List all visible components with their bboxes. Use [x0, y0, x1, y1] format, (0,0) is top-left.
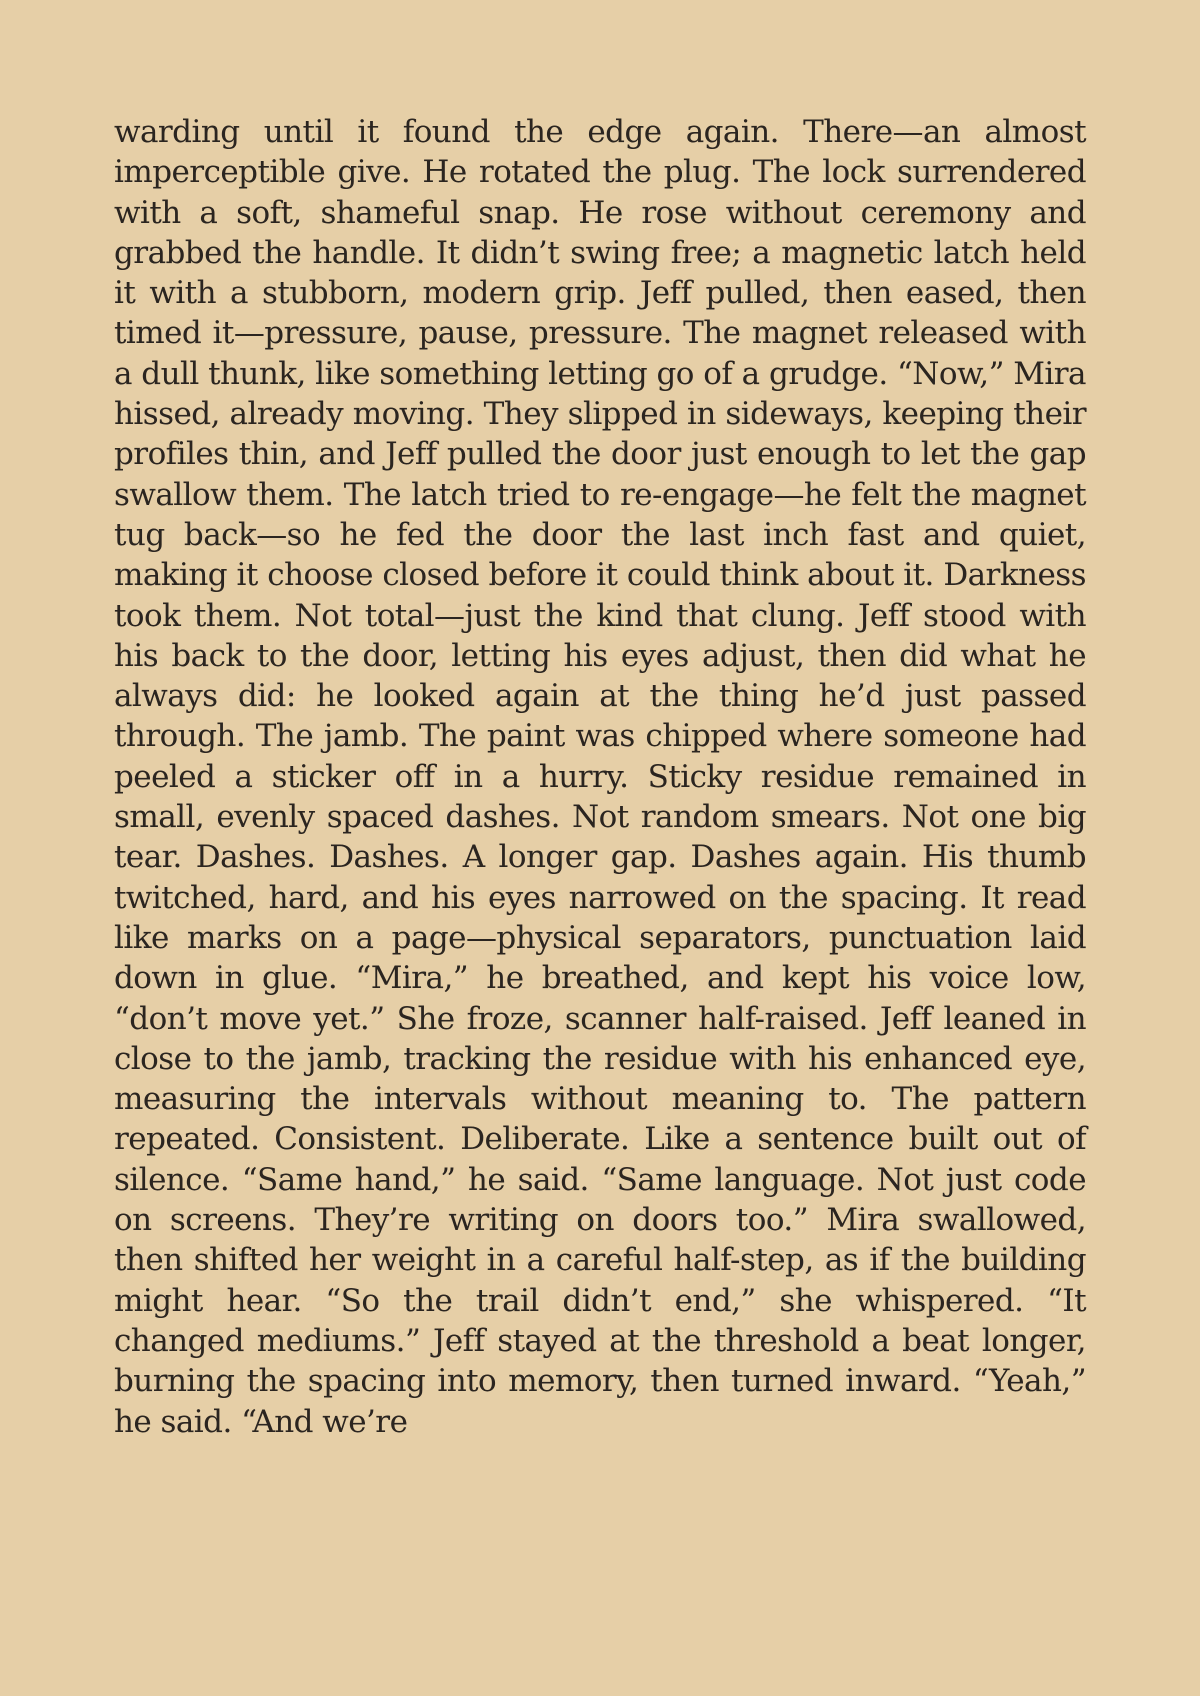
- page-body-text: warding until it found the edge again. There—an almost imperceptible give. He rotated the plug. The lock surrendered with a soft, shameful snap. He rose without ceremony and grabbed the handle. It didn’t swing free; a magnetic latch held it with a stubborn, modern grip. Jeff pulled, then eased, then timed it—pressure, pause, pressure. The magnet released with a dull thunk, like something letting go of a grudge. “Now,” Mira hissed, already moving. They slipped in sideways, keeping their profiles thin, and Jeff pulled the door just enough to let the gap swallow them. The latch tried to re-engage—he felt the magnet tug back—so he fed the door the last inch fast and quiet, making it choose closed before it could think about it. Darkness took them. Not total—just the kind that clung. Jeff stood with his back to the door, letting his eyes adjust, then did what he always did: he looked again at the thing he’d just passed through. The jamb. The paint was chipped where someone had peeled a sticker off in a hurry. Sticky residue remained in small, evenly spaced dashes. Not random smears. Not one big tear. Dashes. Dashes. A longer gap. Dashes again. His thumb twitched, hard, and his eyes narrowed on the spacing. It read like marks on a page—physical separators, punctuation laid down in glue. “Mira,” he breathed, and kept his voice low, “don’t move yet.” She froze, scanner half-raised. Jeff leaned in close to the jamb, tracking the residue with his enhanced eye, measuring the intervals without meaning to. The pattern repeated. Consistent. Deliberate. Like a sentence built out of silence. “Same hand,” he said. “Same language. Not just code on screens. They’re writing on doors too.” Mira swallowed, then shifted her weight in a careful half-step, as if the building might hear. “So the trail didn’t end,” she whispered. “It changed mediums.” Jeff stayed at the threshold a beat longer, burning the spacing into memory, then turned inward. “Yeah,” he said. “And we’re: [114, 114, 1086, 1440]
